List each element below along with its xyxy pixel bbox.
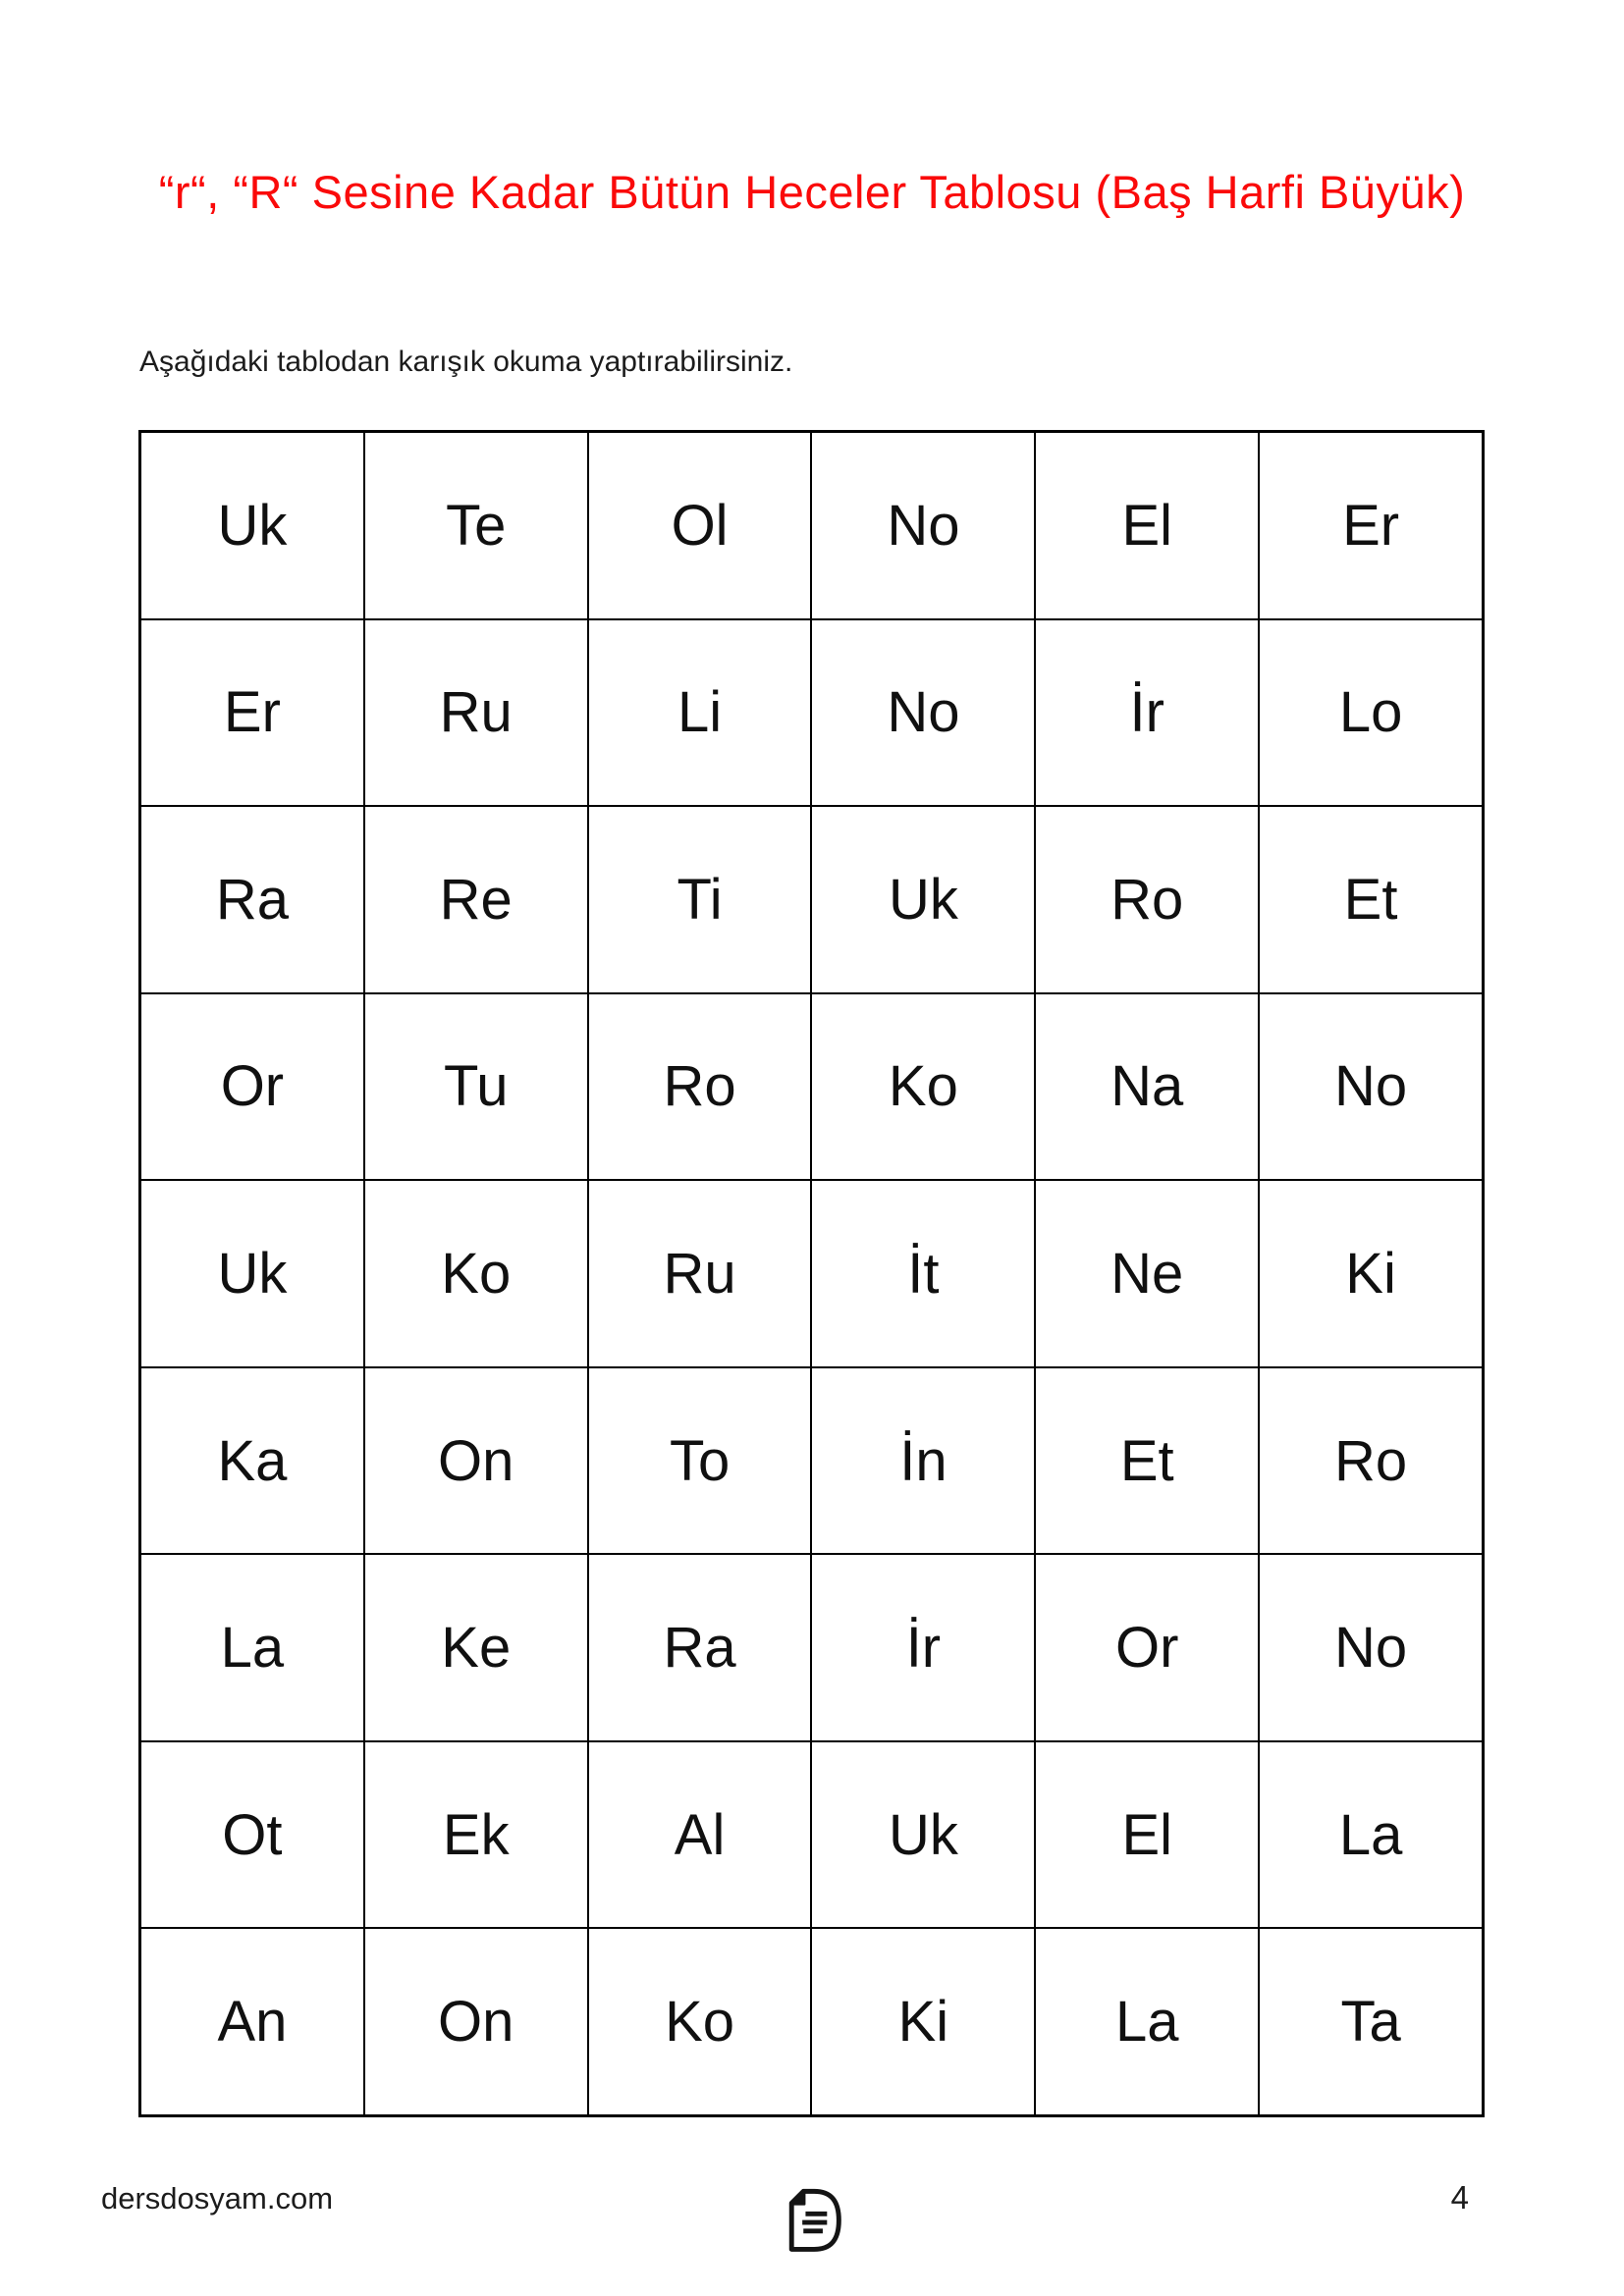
table-cell: La bbox=[140, 1554, 364, 1741]
table-cell: İr bbox=[811, 1554, 1035, 1741]
table-cell: Ka bbox=[140, 1367, 364, 1555]
table-cell: On bbox=[364, 1367, 588, 1555]
table-cell: Ki bbox=[1259, 1180, 1483, 1367]
table-cell: Ra bbox=[140, 806, 364, 993]
table-cell: No bbox=[1259, 993, 1483, 1181]
table-cell: Uk bbox=[811, 1741, 1035, 1929]
table-cell: Tu bbox=[364, 993, 588, 1181]
table-cell: Lo bbox=[1259, 619, 1483, 807]
table-cell: No bbox=[811, 432, 1035, 619]
table-cell: Li bbox=[588, 619, 812, 807]
table-cell: Ta bbox=[1259, 1928, 1483, 2115]
table-cell: Ru bbox=[588, 1180, 812, 1367]
table-cell: El bbox=[1035, 1741, 1259, 1929]
table-cell: Na bbox=[1035, 993, 1259, 1181]
table-cell: Ki bbox=[811, 1928, 1035, 2115]
table-cell: Er bbox=[1259, 432, 1483, 619]
table-cell: İn bbox=[811, 1367, 1035, 1555]
table-cell: Ol bbox=[588, 432, 812, 619]
table-cell: Ko bbox=[588, 1928, 812, 2115]
instruction-text: Aşağıdaki tablodan karışık okuma yaptırabilirsiniz. bbox=[139, 346, 793, 378]
table-cell: Ne bbox=[1035, 1180, 1259, 1367]
table-cell: Ra bbox=[588, 1554, 812, 1741]
table-cell: Re bbox=[364, 806, 588, 993]
table-cell: Or bbox=[140, 993, 364, 1181]
table-cell: Or bbox=[1035, 1554, 1259, 1741]
table-cell: Te bbox=[364, 432, 588, 619]
table-cell: Et bbox=[1259, 806, 1483, 993]
table-cell: Ro bbox=[1035, 806, 1259, 993]
footer-website: dersdosyam.com bbox=[101, 2181, 334, 2216]
table-cell: Ko bbox=[364, 1180, 588, 1367]
table-cell: Er bbox=[140, 619, 364, 807]
table-cell: Ro bbox=[588, 993, 812, 1181]
table-cell: Ro bbox=[1259, 1367, 1483, 1555]
table-cell: On bbox=[364, 1928, 588, 2115]
page-title: “r“, “R“ Sesine Kadar Bütün Heceler Tablosu (Baş Harfi Büyük) bbox=[158, 166, 1466, 218]
table-cell: Et bbox=[1035, 1367, 1259, 1555]
syllable-table bbox=[138, 430, 1485, 2117]
table-cell: İr bbox=[1035, 619, 1259, 807]
page-number: 4 bbox=[1450, 2179, 1469, 2216]
table-cell: La bbox=[1259, 1741, 1483, 1929]
table-cell: Ke bbox=[364, 1554, 588, 1741]
table-cell: Uk bbox=[140, 1180, 364, 1367]
table-cell: Ot bbox=[140, 1741, 364, 1929]
table-cell: To bbox=[588, 1367, 812, 1555]
table-cell: Al bbox=[588, 1741, 812, 1929]
table-cell: La bbox=[1035, 1928, 1259, 2115]
table-cell: Uk bbox=[140, 432, 364, 619]
table-cell: Uk bbox=[811, 806, 1035, 993]
table-cell: Ru bbox=[364, 619, 588, 807]
table-cell: An bbox=[140, 1928, 364, 2115]
table-cell: İt bbox=[811, 1180, 1035, 1367]
table-cell: Ko bbox=[811, 993, 1035, 1181]
table-cell: No bbox=[811, 619, 1035, 807]
document-icon bbox=[782, 2187, 842, 2256]
table-cell: No bbox=[1259, 1554, 1483, 1741]
table-cell: Ti bbox=[588, 806, 812, 993]
table-cell: El bbox=[1035, 432, 1259, 619]
table-cell: Ek bbox=[364, 1741, 588, 1929]
